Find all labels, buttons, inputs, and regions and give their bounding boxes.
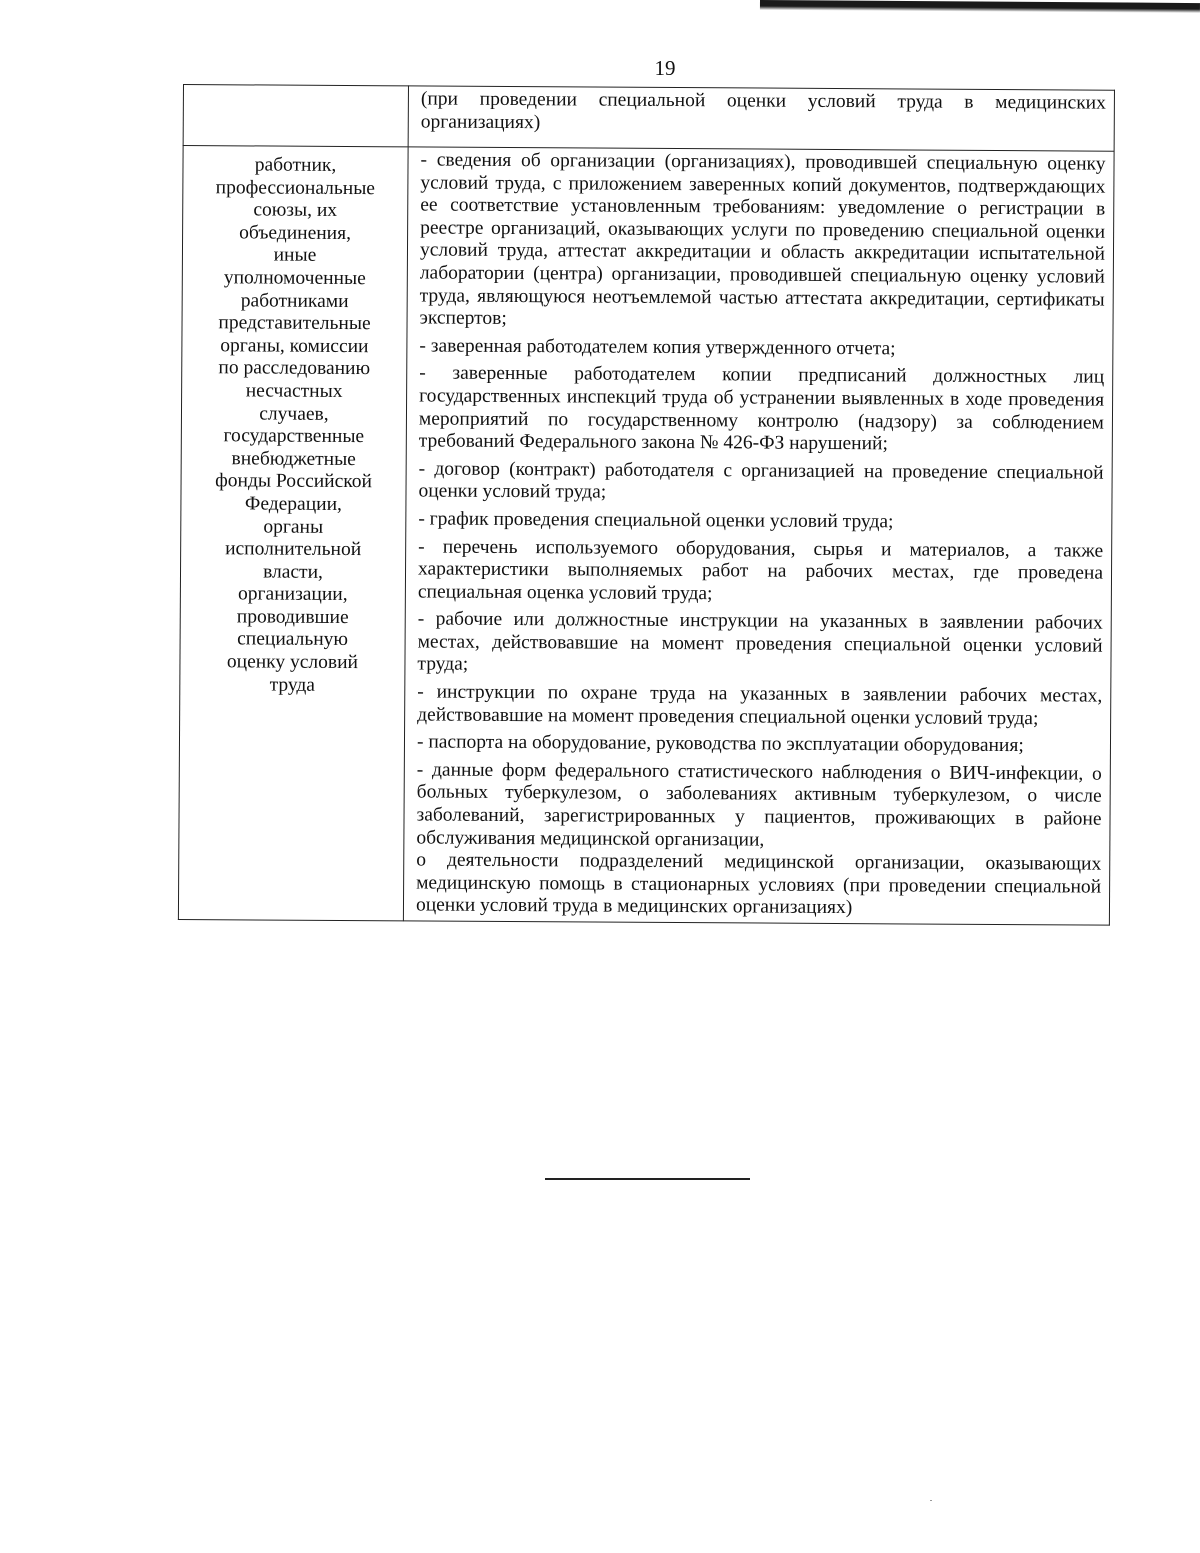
party-line: по расследованию (218, 357, 371, 380)
scan-speck (930, 1500, 932, 1501)
party-line: труда (269, 674, 316, 696)
party-line: работниками (240, 289, 349, 312)
party-line: Федерации, (244, 493, 342, 515)
party-line: профессиональные (215, 176, 376, 199)
party-line: работник, (254, 154, 337, 176)
table-row-continuation (183, 85, 1114, 152)
party-line: власти, (263, 561, 323, 583)
party-line: объединения, (239, 222, 352, 244)
party-line: союзы, их (253, 199, 338, 222)
document-item: - данные форм федерального статистического наблюдения о ВИЧ-инфекции, о больных туберкулезом, о заболеваниях активным туберкулезом, о числе заболеваний, зарегистрированных у пациентов, проживающих в районе обслуживания медицинской организации, (416, 759, 1102, 851)
party-line: внебюджетные (231, 448, 356, 470)
party-line: государственные (223, 425, 365, 448)
document-item: - рабочие или должностные инструкции на указанных в заявлении рабочих местах, действовавшие на момент проведения специальной оценки условий труда; (417, 608, 1103, 676)
party-line: оценку условий (226, 651, 359, 674)
document-item: - договор (контракт) работодателя с организацией на проведение специальной оценки условий труда; (418, 458, 1104, 503)
continuation-cell: (при проведении специальной оценки условий труда в медицинских организациях) (408, 86, 1114, 151)
empty-left-cell (183, 85, 408, 147)
party-line: организации, (238, 583, 348, 606)
document-item: - заверенная работодателем копия утвержденного отчета; (419, 335, 896, 360)
document-item: о деятельности подразделений медицинской организации, оказывающих медицинскую помощь в стационарных условиях (при проведении специальной оценки условий труда в медицинских организациях) (415, 849, 1102, 919)
document-item: - инструкции по охране труда на указанных в заявлении рабочих местах, действовавшие на момент проведения специальной оценки условий труда; (417, 681, 1103, 729)
party-line: иные (273, 244, 317, 267)
party-line: фонды Российской (215, 470, 373, 493)
party-line: исполнительной (225, 538, 362, 561)
party-line: представительные (218, 312, 371, 335)
document-item: - паспорта на оборудование, руководства по эксплуатации оборудования; (416, 731, 1024, 757)
page-number: 19 (654, 56, 676, 80)
document-item: - заверенные работодателем копии предписаний должностных лиц государственных инспекций труда об устранении выявленных в ходе проведения мероприятий по государственному контролю (надзору) за соблюдением требований Федерального закона № 426-ФЗ нарушений; (418, 362, 1105, 455)
party-line: проводившие (236, 606, 349, 628)
end-of-section-rule (545, 1178, 750, 1180)
parties-cell (178, 146, 408, 921)
documents-cell (403, 147, 1114, 925)
table-row-main (178, 146, 1114, 926)
party-line: специальную (237, 628, 349, 651)
document-item: - сведения об организации (организациях), проводившей специальную оценку условий труда, с приложением заверенных копий документов, подтверждающих ее соответствие установленным требованиям: уведомление о регистрации в реестре организаций, оказывающих услуги по проведению специальной оценки условий труда, аттестат аккредитации и область аккредитации испытательной лаборатории (центра) организации, проводившей специальную оценку условий труда, являющуюся неотъемлемой частью аттестата аккредитации, сертификаты экспертов; (419, 149, 1106, 330)
requirements-table (178, 84, 1115, 926)
party-line: несчастных (245, 380, 343, 402)
party-line: случаев, (259, 403, 329, 425)
party-line: органы (263, 515, 324, 538)
party-line: уполномоченные (223, 267, 366, 290)
scan-edge-stroke (760, 0, 1200, 13)
document-item: - график проведения специальной оценки условий труда; (418, 508, 894, 533)
document-item: - перечень используемого оборудования, сырья и материалов, а также характеристики выполняемых работ на рабочих местах, где проведена специальная оценка условий труда; (417, 535, 1104, 604)
party-line: органы, комиссии (220, 334, 369, 357)
